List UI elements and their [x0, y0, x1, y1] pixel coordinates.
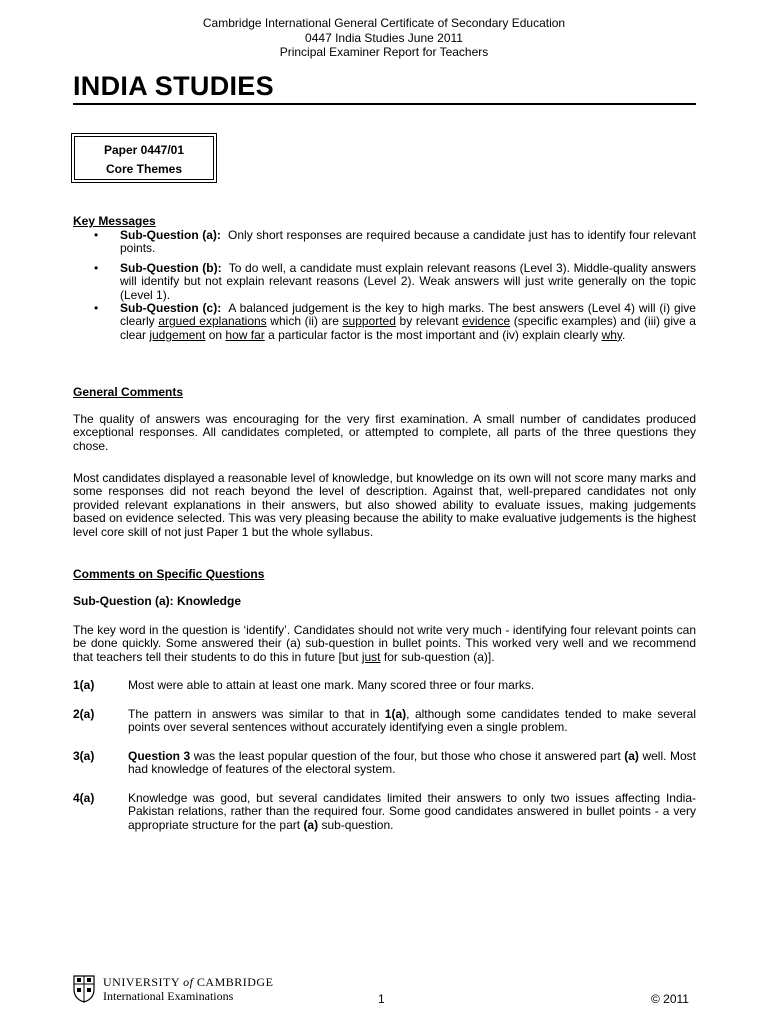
- page-title: INDIA STUDIES: [73, 71, 274, 101]
- sub-question-a-heading: Sub-Question (a): Knowledge: [73, 594, 241, 608]
- header-line-3: Principal Examiner Report for Teachers: [279, 45, 489, 59]
- key-message-3: Sub-Question (c): A balanced judgement is the key to high marks. The best answers (Level 4) will (i) give clearly argued explanations which (ii) are supported by relevant evidence (specific examples) and (iii) give a clear judgement on how far a particular factor is the most important and (iv) explain clearly why.: [120, 301, 696, 342]
- paper-name: Core Themes: [105, 162, 183, 176]
- general-comments-p2: Most candidates displayed a reasonable level of knowledge, but knowledge on its own will not score many marks and some responses did not reach beyond the level of description. Against that, well-prepared candidates not only provided relevant explanations in their answers, but also showed ability to evaluate issues, making judgements based on evidence selected. This was very pleasing because the ability to make evaluative judgements is the highest level core skill of not just Paper 1 but the whole syllabus.: [73, 471, 696, 539]
- header-line-2: 0447 India Studies June 2011: [305, 31, 463, 45]
- paper-box: [71, 133, 217, 183]
- general-comments-p1: The quality of answers was encouraging for the very first examination. A small number of candidates produced exceptional responses. All candidates completed, or attempted to complete, all parts of the three questions they chose.: [73, 412, 696, 453]
- copyright: © 2011: [651, 992, 689, 1006]
- question-1a-number: 1(a): [73, 678, 95, 692]
- key-messages-heading: Key Messages: [73, 214, 156, 228]
- specific-questions-heading: Comments on Specific Questions: [73, 567, 265, 581]
- general-comments-heading: General Comments: [73, 385, 184, 399]
- question-1a-comment: Most were able to attain at least one mark. Many scored three or four marks.: [128, 678, 535, 692]
- title-rule: [73, 103, 696, 105]
- key-message-1: Sub-Question (a): Only short responses are required because a candidate just has to identify four relevant points.: [120, 228, 696, 256]
- bullet-2: •: [94, 261, 99, 275]
- bullet-1: •: [94, 228, 99, 242]
- key-message-2: Sub-Question (b): To do well, a candidate must explain relevant reasons (Level 3). Middle-quality answers will identify but not explain relevant reasons (Level 2). Weak answers will just write generally on the topic (Level 1).: [120, 261, 696, 302]
- question-2a-comment: The pattern in answers was similar to that in 1(a), although some candidates tended to make several points over several sentences without accurately identifying even a single problem.: [128, 707, 697, 735]
- paper-code: Paper 0447/01: [103, 143, 185, 157]
- logo-university-text: UNIVERSITY of CAMBRIDGE: [103, 975, 274, 989]
- question-2a-number: 2(a): [73, 707, 95, 721]
- logo-international-text: International Examinations: [103, 989, 234, 1003]
- question-4a-number: 4(a): [73, 791, 95, 805]
- cambridge-logo: [73, 975, 273, 1005]
- bullet-3: •: [94, 301, 99, 315]
- crest-icon: [73, 975, 95, 1003]
- question-3a-comment: Question 3 was the least popular question of the four, but those who chose it answered part (a) well. Most had knowledge of features of the electoral system.: [128, 749, 697, 777]
- question-4a-comment: Knowledge was good, but several candidates limited their answers to only two issues affecting India-Pakistan relations, rather than the required four. Some good candidates answered in bullet points - a very appropriate structure for the part (a) sub-question.: [128, 791, 696, 832]
- sub-question-a-intro: The key word in the question is ‘identify’. Candidates should not write very much - identifying four relevant points can be done quickly. Some answered their (a) sub-question in bullet points. This worked very well and we recommend that teachers tell their students to do this in future [but just for sub-question (a)].: [73, 623, 696, 664]
- page-number: 1: [378, 992, 385, 1006]
- header-line-1: Cambridge International General Certificate of Secondary Education: [202, 16, 566, 30]
- question-3a-number: 3(a): [73, 749, 95, 763]
